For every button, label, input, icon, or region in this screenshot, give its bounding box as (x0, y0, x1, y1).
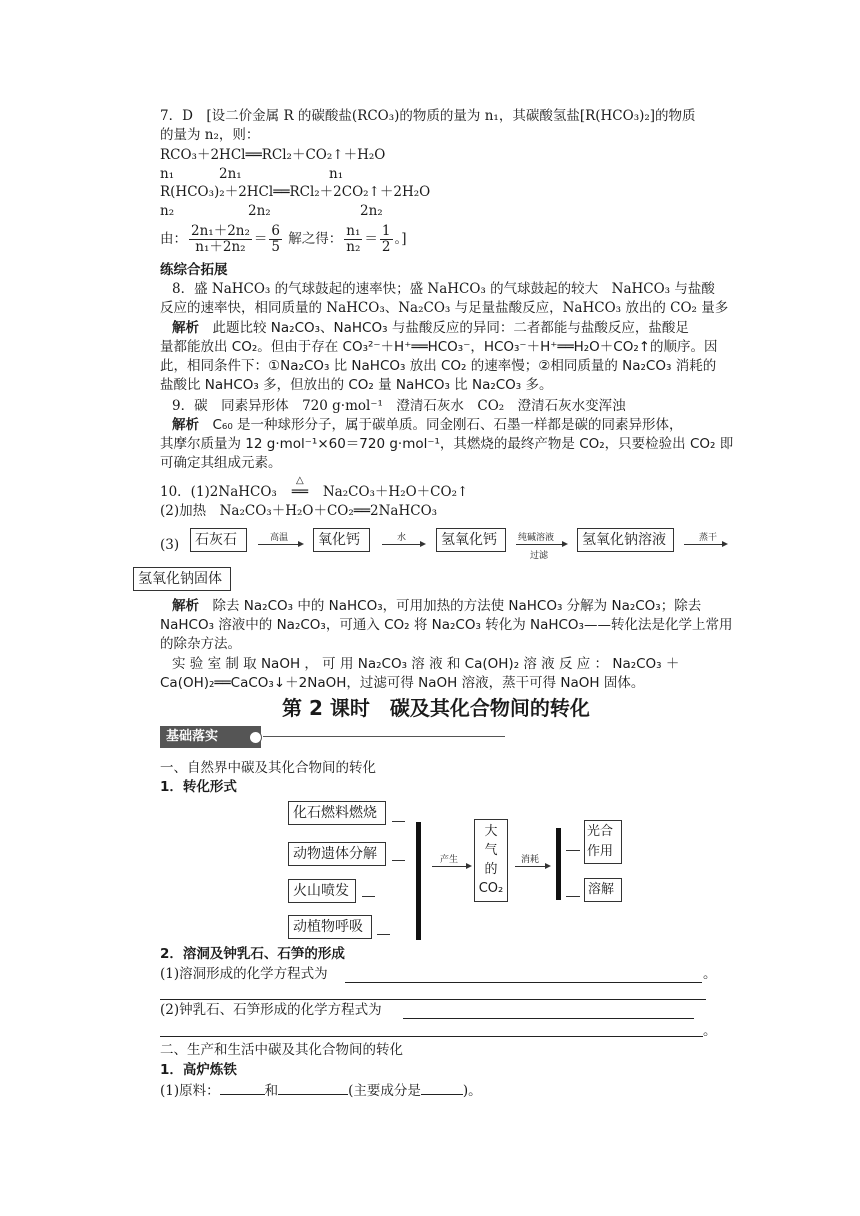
q10-line-1 (160, 475, 469, 501)
part2-q1-end: )。 (462, 1083, 482, 1099)
q7-head2: 的量为 n₂，则： (160, 127, 260, 143)
source-box-animal-decay: 动物遗体分解 (288, 842, 386, 866)
q9-analysis-2: 其摩尔质量为 12 g·mol⁻¹×60＝720 g·mol⁻¹，其燃烧的最终产物是 CO₂，只要检验出 CO₂ 即 (160, 436, 734, 452)
answer-line-1[interactable] (345, 982, 702, 983)
q10-line1-prefix: 10．(1)2NaHCO₃ (160, 484, 277, 500)
sink-box-photosynthesis: 光合 作用 (584, 820, 622, 864)
q9-line-1: 9．碳 同素异形体 720 g·mol⁻¹ 澄清石灰水 CO₂ 澄清石灰水变浑浊 (172, 398, 626, 414)
answer-line-3[interactable] (403, 1018, 694, 1019)
lesson-title: 第 2 课时 碳及其化合物间的转化 (282, 696, 590, 720)
consume-label: 消耗 (521, 855, 540, 865)
q8-analysis-4: 盐酸比 NaHCO₃ 多，但放出的 CO₂ 量 NaHCO₃ 比 Na₂CO₃ 多。 (160, 377, 553, 393)
q7-equals-2: ＝ (364, 231, 378, 247)
flow-condition-filter: 过滤 (530, 551, 549, 561)
q7-head: 7．D [设二价金属 R 的碳酸盐(RCO₃)的物质的量为 n₁，其碳酸氢盐[R(HCO₃)₂]的物质 (160, 108, 696, 124)
part2-q1 (160, 1082, 482, 1100)
q7-frac1-numerator: 2n₁＋2n₂ (191, 223, 250, 239)
q7-frac3-numerator: n₁ (346, 223, 361, 239)
produce-arrow (432, 866, 470, 867)
q9-analysis-1: C₆₀ 是一种球形分子，属于碳单质。同金刚石、石墨一样都是碳的同素异形体， (212, 417, 683, 433)
q8-line-1: 8．盛 NaHCO₃ 的气球鼓起的速率快；盛 NaHCO₃ 的气球鼓起的较大 NaHCO₃ 与盐酸 (172, 281, 715, 297)
section-banner: 基础落实 (160, 726, 261, 748)
q7-solve-mid: 解之得： (288, 231, 343, 247)
q7-eq2-coef-3: 2n₂ (360, 203, 383, 219)
consume-arrow (515, 866, 549, 867)
q8-analysis-label: 解析 (172, 320, 199, 336)
flow-condition-evaporate: 蒸干 (699, 533, 718, 543)
part1-q1-end: 。 (703, 966, 717, 982)
q7-solve-end: 。] (394, 231, 407, 247)
q8-analysis-2: 量都能放出 CO₂。但由于存在 CO₃²⁻＋H⁺══HCO₃⁻，HCO₃⁻＋H⁺══H₂O＋CO₂↑的顺序。因 (160, 339, 718, 355)
part1-sub1: 1．转化形式 (160, 779, 237, 795)
answer-blank-3[interactable] (421, 1082, 463, 1095)
q7-eq1-coef-3: n₁ (329, 166, 344, 182)
produce-label: 产生 (440, 855, 459, 865)
q10-analysis-1: 除去 Na₂CO₃ 中的 NaHCO₃，可用加热的方法使 NaHCO₃ 分解为 Na₂CO₃；除去 (212, 598, 702, 614)
part1-sub2: 2．溶洞及钟乳石、石笋的形成 (160, 946, 345, 962)
part1-q1: (1)溶洞形成的化学方程式为 (160, 966, 328, 982)
source-bracket (416, 822, 421, 940)
q7-fraction-3 (344, 224, 362, 255)
answer-blank-2[interactable] (278, 1082, 348, 1095)
flow-box-limestone: 石灰石 (190, 528, 247, 552)
answer-line-2[interactable] (160, 999, 706, 1000)
q10-line-2: (2)加热 Na₂CO₃＋H₂O＋CO₂══2NaHCO₃ (160, 503, 438, 519)
q8-analysis (172, 320, 689, 337)
flow-box-naoh-solution: 氢氧化钠溶液 (577, 528, 674, 552)
part1-heading: 一、自然界中碳及其化合物间的转化 (160, 760, 376, 776)
q7-frac1-denominator: n₁＋2n₂ (195, 239, 246, 255)
q8-line-2: 反应的速率快，相同质量的 NaHCO₃、Na₂CO₃ 与足量盐酸反应，NaHCO₃ 放出的 CO₂ 量多 (160, 300, 729, 316)
part2-q1-and: 和 (264, 1083, 279, 1099)
q7-eq2-coef-2: 2n₂ (248, 203, 271, 219)
q9-analysis-label: 解析 (172, 417, 199, 433)
q10-analysis-2: NaHCO₃ 溶液中的 Na₂CO₃，可通入 CO₂ 将 Na₂CO₃ 转化为 NaHCO₃——转化法是化学上常用 (160, 617, 733, 633)
q7-frac2-numerator: 6 (271, 223, 280, 239)
source-box-fossil-fuel: 化石燃料燃烧 (288, 801, 386, 825)
q7-fraction-4 (380, 224, 393, 255)
part2-q1-paren: (主要成分是 (348, 1083, 421, 1099)
flow-box-calcium-oxide: 氧化钙 (313, 528, 370, 552)
q10-analysis-5: Ca(OH)₂══CaCO₃↓＋2NaOH，过滤可得 NaOH 溶液，蒸干可得 NaOH 固体。 (160, 675, 645, 691)
sink-bracket (556, 828, 561, 900)
q7-eq1-coef-2: 2n₁ (219, 166, 242, 182)
q9-analysis-3: 可确定其组成元素。 (160, 455, 282, 471)
flow-arrow-2 (382, 544, 424, 545)
flow-condition-water: 水 (397, 533, 407, 543)
part2-q1-prefix: (1)原料： (160, 1083, 220, 1099)
flow-arrow-1 (258, 544, 302, 545)
q7-equation-1: RCO₃＋2HCl══RCl₂＋CO₂↑＋H₂O (160, 147, 386, 163)
q9-analysis (172, 417, 683, 434)
q10-heat-condition: △ (295, 475, 304, 486)
q10-analysis (172, 598, 701, 615)
q7-equation-2: R(HCO₃)₂＋2HCl══RCl₂＋2CO₂↑＋2H₂O (160, 184, 431, 200)
q7-fraction-1 (189, 224, 252, 255)
q7-eq1-coef-1: n₁ (160, 166, 175, 182)
q8-analysis-3: 此，相同条件下：①Na₂CO₃ 比 NaHCO₃ 放出 CO₂ 的速率慢；②相同质量的 Na₂CO₃ 消耗的 (160, 358, 717, 374)
q7-solve-prefix: 由： (160, 231, 187, 247)
sink-box-dissolution: 溶解 (584, 878, 622, 902)
section-heading-extend: 练综合拓展 (160, 262, 228, 278)
part1-q2: (2)钟乳石、石笋形成的化学方程式为 (160, 1002, 382, 1018)
source-dash-1 (392, 821, 405, 822)
sink-dash-2 (566, 896, 580, 897)
q7-frac3-denominator: n₂ (346, 239, 361, 255)
atmosphere-co2-box: 大 气 的 CO₂ (474, 819, 508, 902)
banner-rule (263, 736, 505, 737)
flow-box-naoh-solid: 氢氧化钠固体 (133, 567, 231, 591)
answer-blank-1[interactable] (220, 1082, 265, 1095)
source-box-respiration: 动植物呼吸 (288, 915, 372, 939)
q10-reaction-arrow: △ ══ (277, 484, 323, 501)
q7-frac4-denominator: 2 (381, 239, 391, 255)
q7-fraction-2 (269, 224, 282, 255)
source-box-volcano: 火山喷发 (288, 879, 356, 903)
q10-analysis-label: 解析 (172, 598, 199, 614)
source-dash-4 (377, 934, 390, 935)
part2-sub1: 1．高炉炼铁 (160, 1062, 237, 1078)
q7-equals: ＝ (253, 231, 268, 247)
source-dash-3 (362, 896, 375, 897)
sink-dash-1 (566, 850, 580, 851)
flow-box-calcium-hydroxide: 氢氧化钙 (436, 528, 506, 552)
q7-solution (160, 222, 407, 256)
q7-frac2-denominator: 5 (271, 239, 280, 255)
q10-analysis-4: 实 验 室 制 取 NaOH ， 可 用 Na₂CO₃ 溶 液 和 Ca(OH)₂ 溶 液 反 应 ： Na₂CO₃ ＋ (172, 656, 680, 672)
part2-heading: 二、生产和生活中碳及其化合物间的转化 (160, 1042, 403, 1058)
answer-line-4[interactable] (160, 1036, 703, 1037)
q8-analysis-1: 此题比较 Na₂CO₃、NaHCO₃ 与盐酸反应的异同：二者都能与盐酸反应，盐酸足 (212, 320, 689, 336)
q7-frac4-numerator: 1 (381, 223, 391, 239)
flow-arrow-3 (516, 544, 566, 545)
q10-analysis-3: 的除杂方法。 (160, 636, 241, 652)
flow-condition-soda: 纯碱溶液 (518, 533, 555, 543)
part1-q2-end: 。 (703, 1023, 717, 1039)
q7-eq2-coef-1: n₂ (160, 203, 175, 219)
flow-condition-high-temp: 高温 (270, 533, 289, 543)
banner-dot-icon (249, 731, 262, 744)
source-dash-2 (392, 860, 405, 861)
q10-line1-suffix: Na₂CO₃＋H₂O＋CO₂↑ (322, 484, 469, 500)
flow-arrow-4 (684, 544, 726, 545)
q10-part3-label: (3) (160, 537, 180, 553)
